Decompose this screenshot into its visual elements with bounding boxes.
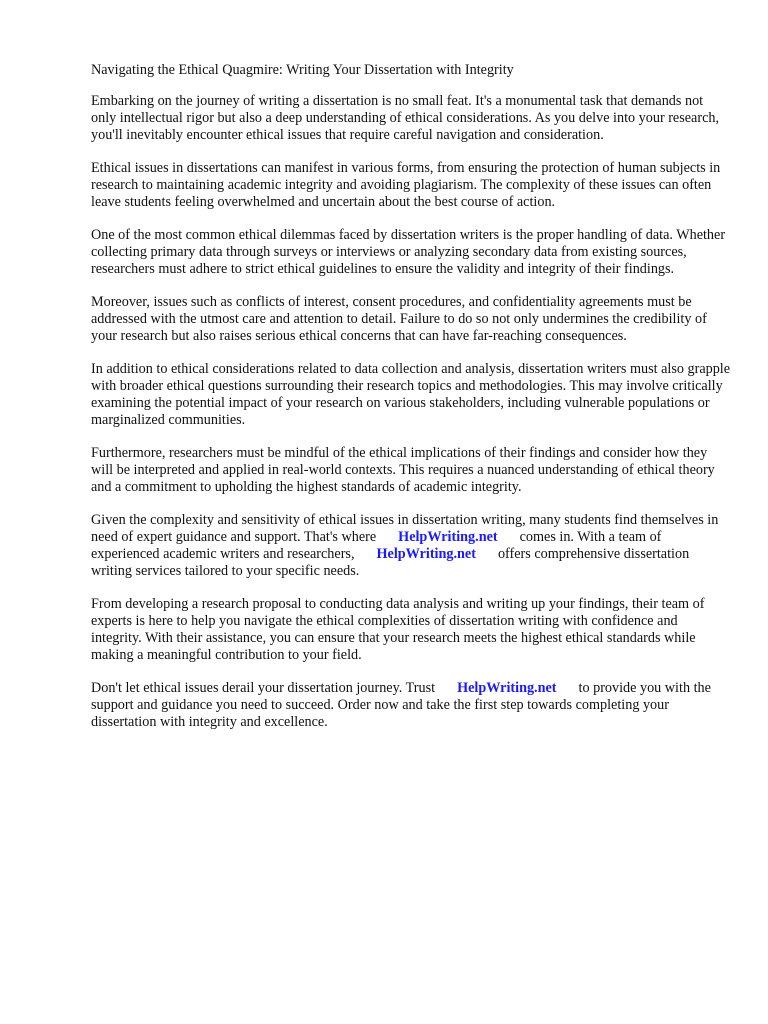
document-page	[91, 62, 731, 747]
paragraph-8: From developing a research proposal to conducting data analysis and writing up your findings, their team of experts is here to help you navigate the ethical complexities of dissertation writing with confidence and integrity. With their assistance, you can ensure that your research meets the highest ethical standards while making a meaningful contribution to your field.	[91, 596, 705, 663]
paragraph-5: In addition to ethical considerations related to data collection and analysis, dissertation writers must also grapple with broader ethical questions surrounding their research topics and methodologies. This may involve critically examining the potential impact of your research on various stakeholders, including vulnerable populations or marginalized communities.	[91, 361, 731, 428]
paragraph-9-text-1: Don't let ethical issues derail your dissertation journey. Trust	[91, 680, 436, 696]
paragraph-6: Furthermore, researchers must be mindful of the ethical implications of their findings and consider how they will be interpreted and applied in real-world contexts. This requires a nuanced understanding of ethical theory and a commitment to upholding the highest standards of academic integrity.	[91, 445, 715, 495]
paragraph-7-text-3: offers comprehensive dissertation writing services tailored to your specific needs.	[91, 546, 690, 579]
paragraph-3: One of the most common ethical dilemmas faced by dissertation writers is the proper handling of data. Whether collecting primary data through surveys or interviews or analyzing secondary data from existing sources, researchers must adhere to strict ethical guidelines to ensure the validity and integrity of their findings.	[91, 227, 726, 277]
helpwriting-link-3[interactable]: HelpWriting.net	[457, 680, 557, 696]
helpwriting-link-2[interactable]: HelpWriting.net	[376, 546, 476, 562]
paragraph-7-text-2: comes in. With a team of experienced academic writers and researchers,	[91, 529, 662, 562]
paragraph-7-text-1: Given the complexity and sensitivity of ethical issues in dissertation writing, many students find themselves in need of expert guidance and support. That's where	[91, 512, 719, 545]
paragraph-9	[91, 680, 731, 731]
paragraph-9-text-2: to provide you with the support and guidance you need to succeed. Order now and take the first step towards completing your dissertation with integrity and excellence.	[91, 680, 711, 730]
paragraph-4: Moreover, issues such as conflicts of interest, consent procedures, and confidentiality agreements must be addressed with the utmost care and attention to detail. Failure to do so not only undermines the credibility of your research but also raises serious ethical concerns that can have far-reaching consequences.	[91, 294, 707, 344]
paragraph-1: Embarking on the journey of writing a dissertation is no small feat. It's a monumental task that demands not only intellectual rigor but also a deep understanding of ethical considerations. As you delve into your research, you'll inevitably encounter ethical issues that require careful navigation and consideration.	[91, 93, 720, 143]
helpwriting-link-1[interactable]: HelpWriting.net	[398, 529, 498, 545]
paragraph-7	[91, 512, 731, 580]
paragraph-2: Ethical issues in dissertations can manifest in various forms, from ensuring the protection of human subjects in research to maintaining academic integrity and avoiding plagiarism. The complexity of these issues can often leave students feeling overwhelmed and uncertain about the best course of action.	[91, 160, 721, 210]
document-title: Navigating the Ethical Quagmire: Writing Your Dissertation with Integrity	[91, 62, 514, 78]
